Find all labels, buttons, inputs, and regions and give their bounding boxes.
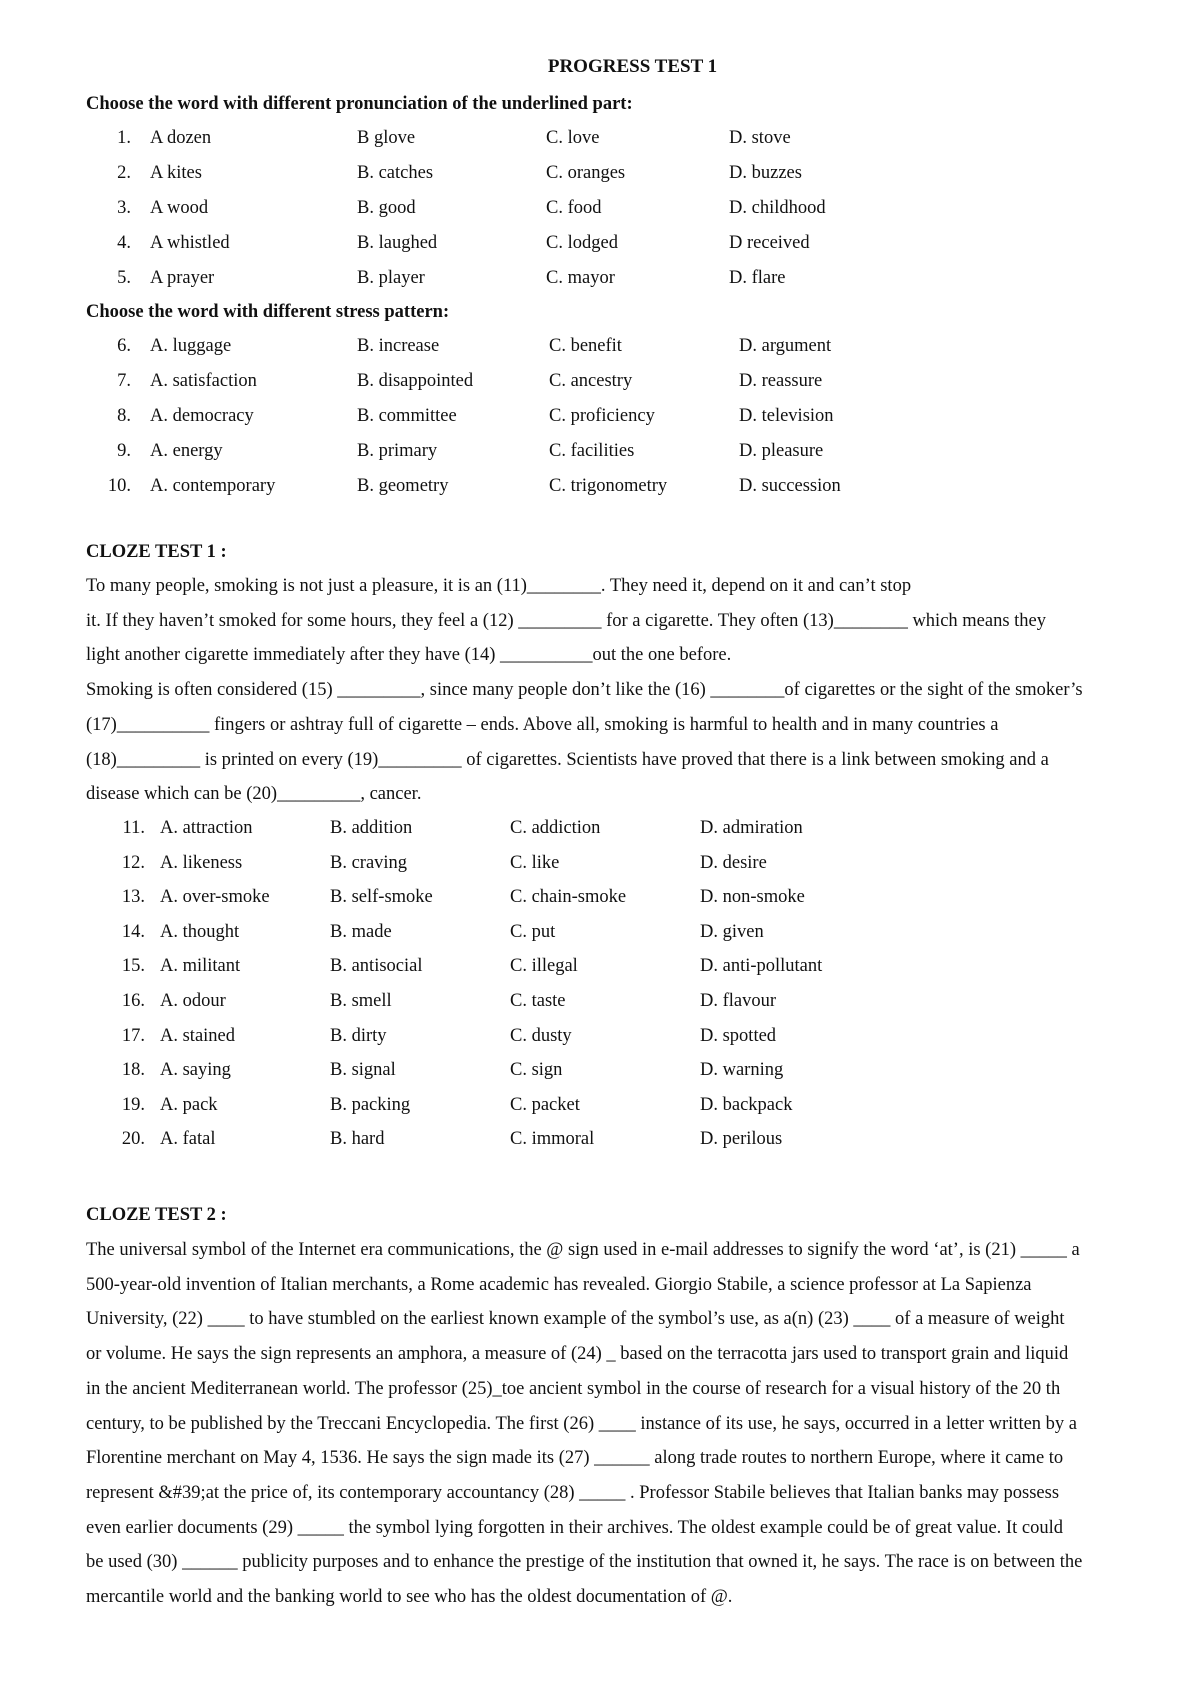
option-b: B. good bbox=[357, 198, 416, 218]
passage-line: mercantile world and the banking world to see who has the oldest documentation of @. bbox=[86, 1587, 733, 1607]
passage-line: 500-year-old invention of Italian merchants, a Rome academic has revealed. Giorgio Stabile, a science professor at La Sapienza bbox=[86, 1274, 1032, 1295]
option-d: D. argument bbox=[739, 336, 832, 356]
option-d: D. anti-pollutant bbox=[700, 956, 823, 977]
option-a: A. odour bbox=[160, 991, 226, 1011]
question-row bbox=[0, 853, 1200, 879]
question-row bbox=[0, 371, 1200, 397]
option-a: A. contemporary bbox=[150, 476, 276, 496]
option-a: A. militant bbox=[160, 956, 241, 977]
question-number: 10. bbox=[107, 476, 131, 496]
passage-line: (18)_________ is printed on every (19)_________ of cigarettes. Scientists have proved that there is a link between smoking and a bbox=[86, 749, 1049, 770]
question-row bbox=[0, 956, 1200, 982]
option-b: B. primary bbox=[357, 441, 438, 461]
option-a: A. thought bbox=[160, 921, 240, 942]
option-b: B. increase bbox=[357, 336, 440, 356]
option-d: D. desire bbox=[700, 852, 767, 873]
option-c: C. like bbox=[510, 852, 560, 873]
option-b: B. antisocial bbox=[330, 956, 423, 977]
question-row bbox=[0, 268, 1200, 294]
option-d: D. succession bbox=[739, 476, 841, 496]
option-b: B. signal bbox=[330, 1060, 396, 1081]
question-number: 5. bbox=[117, 268, 131, 288]
option-b: B. catches bbox=[357, 163, 434, 183]
option-c: C. immoral bbox=[510, 1129, 595, 1150]
passage-line: represent &#39;at the price of, its contemporary accountancy (28) _____ . Professor Stabile believes that Italian banks may possess bbox=[86, 1482, 1060, 1503]
question-number: 19. bbox=[121, 1094, 145, 1115]
option-a: A. satisfaction bbox=[150, 371, 257, 391]
option-d: D. childhood bbox=[729, 198, 826, 218]
option-d: D. flare bbox=[729, 268, 786, 288]
option-c: C. trigonometry bbox=[549, 476, 668, 496]
passage-line: The universal symbol of the Internet era communications, the @ sign used in e-mail addresses to signify the word ‘at’, is (21) _____ a bbox=[86, 1240, 1080, 1260]
question-number: 13. bbox=[121, 887, 145, 908]
question-row bbox=[0, 441, 1200, 467]
option-a: A. stained bbox=[160, 1025, 236, 1046]
option-b: B. made bbox=[330, 921, 392, 942]
question-number: 8. bbox=[117, 406, 131, 426]
question-row bbox=[0, 233, 1200, 259]
option-d: D. reassure bbox=[739, 371, 823, 391]
question-number: 11. bbox=[122, 818, 145, 838]
question-row bbox=[0, 336, 1200, 362]
option-c: C. benefit bbox=[549, 336, 622, 356]
option-d: D. non-smoke bbox=[700, 887, 805, 908]
passage-line: disease which can be (20)_________, cancer. bbox=[86, 784, 422, 805]
passage-line: Florentine merchant on May 4, 1536. He says the sign made its (27) ______ along trade routes to northern Europe, where it came to bbox=[86, 1448, 1064, 1469]
question-row bbox=[0, 1060, 1200, 1086]
option-c: C. facilities bbox=[549, 441, 635, 461]
question-row bbox=[0, 406, 1200, 432]
question-number: 1. bbox=[117, 128, 131, 148]
question-number: 12. bbox=[121, 852, 145, 873]
option-a: A. over-smoke bbox=[160, 887, 270, 908]
option-c: C. put bbox=[510, 921, 556, 942]
option-b: B. dirty bbox=[330, 1025, 387, 1046]
option-c: C. illegal bbox=[510, 956, 578, 977]
question-number: 4. bbox=[117, 233, 131, 253]
question-row bbox=[0, 1095, 1200, 1121]
option-a: A. pack bbox=[160, 1094, 218, 1115]
option-b: B. packing bbox=[330, 1094, 411, 1115]
option-c: C. sign bbox=[510, 1060, 563, 1081]
option-c: C. packet bbox=[510, 1094, 580, 1115]
option-a: A prayer bbox=[150, 268, 215, 288]
option-b: B. laughed bbox=[357, 233, 438, 253]
option-d: D. buzzes bbox=[729, 163, 802, 183]
option-a: A dozen bbox=[150, 128, 212, 148]
option-c: C. chain-smoke bbox=[510, 887, 627, 908]
passage-line: in the ancient Mediterranean world. The professor (25)_toe ancient symbol in the course of research for a visual history of the 20 th bbox=[86, 1378, 1061, 1399]
option-c: C. dusty bbox=[510, 1025, 572, 1046]
question-row bbox=[0, 476, 1200, 502]
option-a: A. attraction bbox=[160, 818, 253, 838]
option-d: D received bbox=[729, 233, 810, 253]
question-number: 3. bbox=[117, 198, 131, 218]
question-number: 16. bbox=[121, 991, 145, 1011]
passage-line: be used (30) ______ publicity purposes and to enhance the prestige of the institution that owned it, he says. The race is on between the bbox=[86, 1552, 1083, 1573]
passage-line: (17)__________ fingers or ashtray full of cigarette – ends. Above all, smoking is harmful to health and in many countries a bbox=[86, 714, 999, 735]
option-a: A kites bbox=[150, 163, 202, 183]
cloze1-heading: CLOZE TEST 1 : bbox=[86, 542, 227, 562]
passage-line: century, to be published by the Treccani Encyclopedia. The first (26) ____ instance of its use, he says, occurred in a letter written by a bbox=[86, 1413, 1078, 1434]
option-b: B. geometry bbox=[357, 476, 449, 496]
section2-heading: Choose the word with different stress pattern: bbox=[86, 302, 450, 322]
option-c: C. mayor bbox=[546, 268, 615, 288]
passage-line: light another cigarette immediately after they have (14) __________out the one before. bbox=[86, 645, 732, 666]
question-row bbox=[0, 163, 1200, 189]
option-a: A. energy bbox=[150, 441, 223, 461]
option-c: C. oranges bbox=[546, 163, 626, 183]
option-d: D. television bbox=[739, 406, 834, 426]
question-row bbox=[0, 887, 1200, 913]
option-d: D. flavour bbox=[700, 991, 777, 1011]
option-c: C. food bbox=[546, 198, 602, 218]
option-c: C. ancestry bbox=[549, 371, 633, 391]
question-row bbox=[0, 922, 1200, 948]
option-c: C. taste bbox=[510, 991, 566, 1011]
question-number: 7. bbox=[117, 371, 131, 391]
question-row bbox=[0, 818, 1200, 844]
section1-heading: Choose the word with different pronunciation of the underlined part: bbox=[86, 94, 633, 114]
option-b: B. smell bbox=[330, 991, 392, 1011]
question-row bbox=[0, 991, 1200, 1017]
passage-line: or volume. He says the sign represents an amphora, a measure of (24) _ based on the terracotta jars used to transport grain and liquid bbox=[86, 1344, 1069, 1365]
option-b: B. self-smoke bbox=[330, 887, 433, 908]
passage-line: even earlier documents (29) _____ the symbol lying forgotten in their archives. The oldest example could be of great value. It could bbox=[86, 1517, 1063, 1538]
option-c: C. addiction bbox=[510, 818, 601, 838]
option-a: A. likeness bbox=[160, 852, 243, 873]
passage-line: University, (22) ____ to have stumbled on the earliest known example of the symbol’s use, as a(n) (23) ____ of a measure of weight bbox=[86, 1309, 1065, 1330]
passage-line: To many people, smoking is not just a pleasure, it is an (11)________. They need it, depend on it and can’t stop bbox=[86, 576, 912, 596]
option-a: A. luggage bbox=[150, 336, 232, 356]
option-a: A. fatal bbox=[160, 1129, 216, 1150]
option-b: B. hard bbox=[330, 1129, 385, 1150]
option-a: A whistled bbox=[150, 233, 230, 253]
question-row bbox=[0, 1129, 1200, 1155]
option-d: D. spotted bbox=[700, 1025, 777, 1046]
page-title: PROGRESS TEST 1 bbox=[547, 56, 718, 77]
passage-line: it. If they haven’t smoked for some hours, they feel a (12) _________ for a cigarette. They often (13)________ which means they bbox=[86, 610, 1047, 631]
option-b: B. committee bbox=[357, 406, 457, 426]
option-a: A wood bbox=[150, 198, 209, 218]
option-d: D. backpack bbox=[700, 1094, 793, 1115]
option-c: C. proficiency bbox=[549, 406, 655, 426]
question-number: 9. bbox=[117, 441, 131, 461]
question-number: 6. bbox=[117, 336, 131, 356]
option-b: B glove bbox=[357, 128, 416, 148]
question-row bbox=[0, 198, 1200, 224]
question-row bbox=[0, 1026, 1200, 1052]
option-d: D. pleasure bbox=[739, 441, 824, 461]
passage-line: Smoking is often considered (15) _________, since many people don’t like the (16) ________of cigarettes or the sight of the smoker’s bbox=[86, 680, 1083, 701]
option-d: D. stove bbox=[729, 128, 791, 148]
option-b: B. craving bbox=[330, 852, 408, 873]
question-number: 18. bbox=[121, 1060, 145, 1081]
option-b: B. addition bbox=[330, 818, 413, 838]
option-b: B. disappointed bbox=[357, 371, 474, 391]
option-a: A. saying bbox=[160, 1060, 231, 1081]
option-d: D. admiration bbox=[700, 818, 803, 838]
question-number: 20. bbox=[121, 1129, 145, 1150]
option-d: D. perilous bbox=[700, 1129, 783, 1150]
question-number: 15. bbox=[121, 956, 145, 977]
option-c: C. lodged bbox=[546, 233, 618, 253]
cloze2-heading: CLOZE TEST 2 : bbox=[86, 1205, 227, 1225]
question-number: 14. bbox=[121, 921, 145, 942]
option-a: A. democracy bbox=[150, 406, 254, 426]
option-d: D. warning bbox=[700, 1060, 784, 1081]
question-number: 17. bbox=[121, 1025, 145, 1046]
option-b: B. player bbox=[357, 268, 425, 288]
option-d: D. given bbox=[700, 921, 764, 942]
question-number: 2. bbox=[117, 163, 131, 183]
question-row bbox=[0, 128, 1200, 154]
option-c: C. love bbox=[546, 128, 600, 148]
